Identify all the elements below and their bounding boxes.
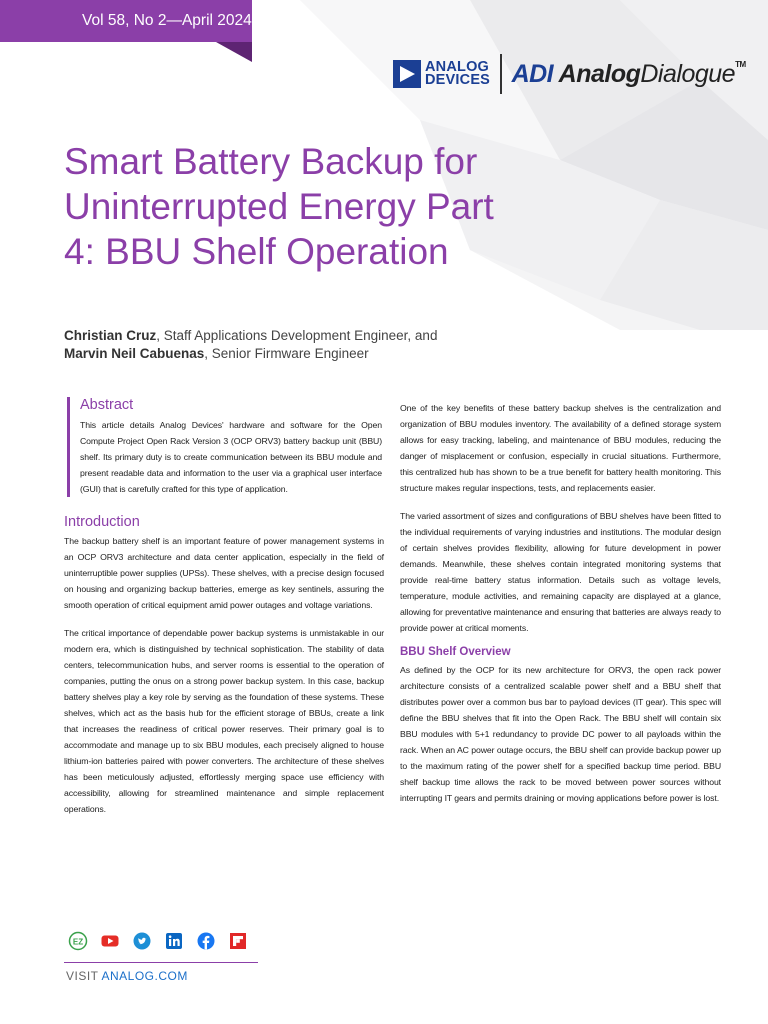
flipboard-icon[interactable]: [228, 931, 248, 951]
linkedin-icon[interactable]: [164, 931, 184, 951]
abstract-text: This article details Analog Devices' hardware and software for the Open Compute Project Open Rack Version 3 (OCP ORV3) battery backup unit (BBU) shelf. Its primary duty is to create communication between its BBU module and present readable data and information to the user via a graphical user interface (GUI) that is carefully crafted for this type of application.: [80, 420, 382, 494]
article-title: Smart Battery Backup for Uninterrupted Energy Part 4: BBU Shelf Operation: [64, 141, 494, 272]
svg-text:EZ: EZ: [72, 937, 84, 947]
paragraph: One of the key benefits of these battery backup shelves is the centralization and organization of BBU modules inventory. The availability of a defined storage system allows for easy tracking, labeling, and maintenance of BBU modules, reducing the danger of misplacement or confusion, especially in crucial situations. Furthermore, this centralized hub has shown to be a true benefit for battery health monitoring. This structure makes regular inspections, tests, and replacements easier.: [400, 403, 721, 493]
introduction-section: [64, 514, 384, 817]
paragraph: The critical importance of dependable power backup systems is unmistakable in our modern era, which is distinguished by technical sophistication. The stability of data centers, telecommunication hubs, and server rooms is essential to the operation of companies, putting the onus on a strong power backup system. In this case, backup battery shelves play a key role by serving as the foundation of these systems. These shelves, which act as the basis hub for the efficient storage of BBUs, create a link that increases the readiness of critical power reserves. Their primary goal is to accommodate and manage up to six BBU modules, each precisely aligned to house lithium-ion batteries paired with power converters. The architecture of these shelves has been meticulously adjusted, effortlessly merging space use efficiency with accessibility, allowing for streamlined maintenance and simple replacement operations.: [64, 628, 384, 814]
paragraph: The backup battery shelf is an important feature of power management systems in an OCP ORV3 architecture and data center application, especially in the field of uninterruptible power supplies (UPSs). These shelves, with a precise design focused on housing and organizing backup batteries, emerge as key sentinels, assuring the smooth operation of critical equipment amid power outages and voltage variations.: [64, 536, 384, 610]
social-links: [68, 931, 248, 951]
issue-tab: Vol 58, No 2—April 2024: [0, 0, 252, 42]
abstract-box: [67, 397, 382, 497]
trademark-mark: TM: [735, 59, 746, 69]
twitter-icon[interactable]: [132, 931, 152, 951]
analog-devices-logo-icon: [393, 60, 421, 88]
visit-link[interactable]: VISIT ANALOG.COM: [66, 969, 188, 983]
brand-logos[interactable]: [393, 53, 746, 95]
author-role: , Staff Applications Development Engineer, and: [156, 328, 438, 343]
analog-url[interactable]: ANALOG.COM: [101, 969, 188, 983]
brand-separator: [500, 54, 502, 94]
introduction-heading: Introduction: [64, 514, 140, 530]
ez-community-icon[interactable]: [68, 931, 88, 951]
author-role: , Senior Firmware Engineer: [204, 346, 369, 361]
analog-devices-wordmark: ANALOG DEVICES: [425, 59, 491, 88]
abstract-heading: Abstract: [80, 397, 134, 413]
analog-dialogue-wordmark: ADI AnalogDialogue™: [511, 59, 746, 88]
facebook-icon[interactable]: [196, 931, 216, 951]
youtube-icon[interactable]: [100, 931, 120, 951]
issue-tab-fold: [216, 42, 252, 62]
author-name: Christian Cruz: [64, 328, 157, 343]
footer-divider: [64, 962, 258, 963]
paragraph: The varied assortment of sizes and configurations of BBU shelves have been fitted to the individual requirements of varying industries and institutions. The modular design of certain shelves provides flexibility, allowing for future development in power demands. Meanwhile, these shelves contain integrated monitoring systems that provide real-time battery status information. Details such as voltage levels, temperature, module activities, and remaining capacity are displayed at a glance, allowing for preventative maintenance and ensuring that batteries are always ready to provide power at critical moments.: [400, 511, 721, 633]
bbu-shelf-overview-heading: BBU Shelf Overview: [400, 646, 511, 658]
right-column: [400, 400, 721, 806]
paragraph: As defined by the OCP for its new architecture for ORV3, the open rack power architecture consists of a centralized scalable power shelf and a BBU shelf that distributes power over a common bus bar to payload devices (IT gear). This spec will define the BBU shelves that fit into the Open Rack. The BBU shelf will contain six BBU modules with 5+1 redundancy to provide DC power to all payloads within the rack. When an AC power outage occurs, the BBU shelf can provide backup power up to the maximum rating of the power shelf for a specified backup time period. BBU shelf backup time allows the rack to be moved between power sources without interrupting IT gears and permits draining or moving applications before power is lost.: [400, 665, 721, 803]
authors: [64, 327, 437, 363]
author-name: Marvin Neil Cabuenas: [64, 346, 205, 361]
